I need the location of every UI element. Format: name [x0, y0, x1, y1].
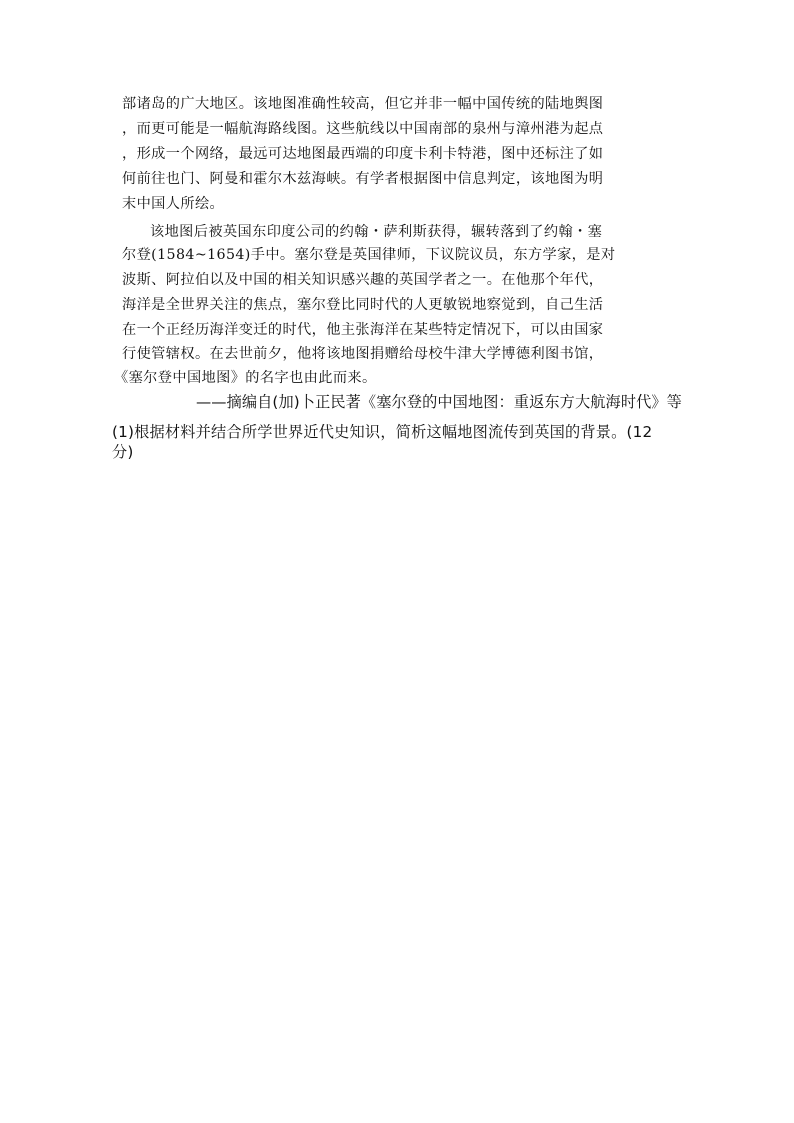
question-1 [112, 422, 724, 462]
source-citation: ——摘编自(加)卜正民著《塞尔登的中国地图：重返东方大航海时代》等 [196, 393, 682, 411]
paragraph-line: 波斯、阿拉伯以及中国的相关知识感兴趣的英国学者之一。在他那个年代， [122, 272, 604, 288]
question-line: (1)根据材料并结合所学世界近代史知识，简析这幅地图流传到英国的背景。(12 [112, 423, 653, 441]
paragraph-line: 海洋是全世界关注的焦点，塞尔登比同时代的人更敏锐地察觉到，自己生活 [122, 297, 604, 313]
paragraph-line: 末中国人所绘。 [122, 196, 225, 212]
paragraph-line: 该地图后被英国东印度公司的约翰・萨利斯获得，辗转落到了约翰・塞 [150, 224, 603, 240]
paragraph-line: 部诸岛的广大地区。该地图准确性较高，但它并非一幅中国传统的陆地舆图 [122, 96, 604, 112]
paragraph-line: 何前往也门、阿曼和霍尔木兹海峡。有学者根据图中信息判定，该地图为明 [122, 171, 604, 187]
paragraph-line: 《塞尔登中国地图》的名字也由此而来。 [114, 370, 377, 386]
paragraph-line: 尔登(1584~1654)手中。塞尔登是英国律师，下议院议员，东方学家，是对 [122, 247, 616, 263]
paragraph-line: ，形成一个网络，最远可达地图最西端的印度卡利卡特港，图中还标注了如 [122, 146, 604, 162]
paragraph-line: ，而更可能是一幅航海路线图。这些航线以中国南部的泉州与漳州港为起点 [122, 121, 604, 137]
paragraph-line: 行使管辖权。在去世前夕，他将该地图捐赠给母校牛津大学博德利图书馆， [122, 346, 604, 362]
paragraph-line: 在一个正经历海洋变迁的时代，他主张海洋在某些特定情况下，可以由国家 [122, 322, 604, 338]
question-line: 分) [112, 443, 134, 461]
